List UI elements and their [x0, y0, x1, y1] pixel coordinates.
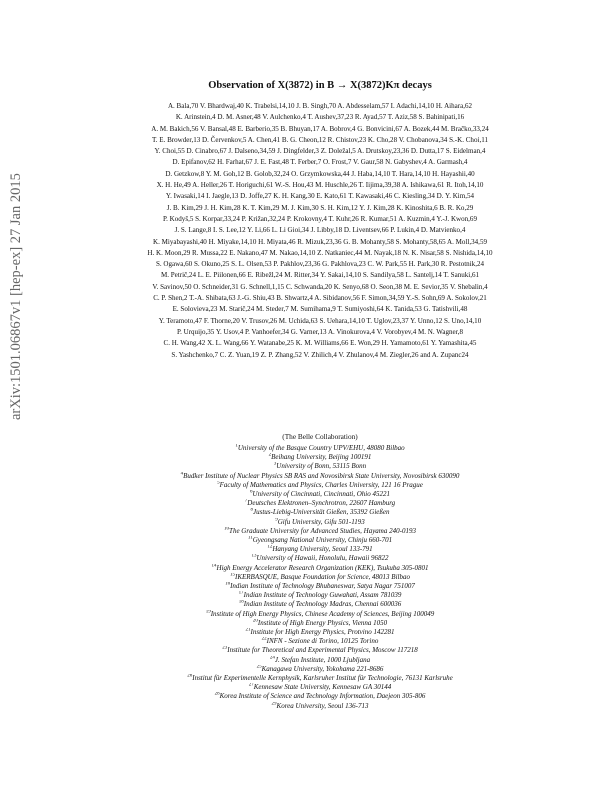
author-line: A. M. Bakich,56 V. Bansal,48 E. Barberio,35 B. Bhuyan,17 A. Bobrov,4 G. Bonvicini,67 A. Bozek,44 M. Bračko,33,24 [151, 124, 489, 133]
affiliation-number: 2 [268, 453, 272, 458]
affiliation-item [60, 656, 580, 665]
affiliation-item [60, 554, 580, 563]
affiliation-number: 19 [205, 609, 211, 615]
author-line: S. Yashchenko,7 C. Z. Yuan,19 Z. P. Zhang,52 V. Zhilich,4 V. Zhulanov,4 M. Ziegler,26 and A. Zupanc24 [171, 350, 469, 359]
paper-title: Observation of X(3872) in B → X(3872)Kπ decays [208, 80, 432, 91]
author-line: J. B. Kim,29 J. H. Kim,28 K. T. Kim,29 M. J. Kim,30 S. H. Kim,12 Y. J. Kim,28 K. Kinoshita,6 B. R. Ko,29 [166, 203, 474, 212]
affiliation-text: High Energy Accelerator Research Organization (KEK), Tsukuba 305-0801 [216, 563, 429, 572]
affiliation-number: 28 [214, 692, 220, 698]
affiliation-number: 29 [271, 701, 277, 707]
affiliation-text: Faculty of Mathematics and Physics, Charles University, 121 16 Prague [219, 480, 423, 489]
affiliation-text: Institute of High Energy Physics, Chinese Academy of Sciences, Beijing 100049 [210, 609, 435, 618]
author-line: D. Getzkow,8 Y. M. Goh,12 B. Golob,32,24 O. Grzymkowska,44 J. Haba,14,10 T. Hara,14,10 H. Hayashii,40 [165, 169, 475, 178]
affiliation-item [60, 545, 580, 554]
author-line: A. Bala,70 V. Bhardwaj,40 K. Trabelsi,14,10 J. B. Singh,70 A. Abdesselam,57 I. Adachi,14,10 H. Aihara,62 [167, 102, 473, 110]
affiliation-list [60, 444, 580, 711]
affiliation-number: 18 [238, 600, 244, 606]
affiliation-text: Institute for Theoretical and Experimental Physics, Moscow 117218 [227, 646, 418, 655]
affiliation-number: 8 [250, 508, 253, 514]
affiliation-item [60, 582, 580, 591]
affiliation-number: 20 [252, 618, 258, 624]
affiliation-number: 12 [267, 545, 273, 550]
affiliation-number: 4 [180, 471, 184, 477]
affiliation-number: 23 [222, 646, 228, 652]
affiliation-number: 3 [273, 462, 277, 468]
affiliation-text: J. Stefan Institute, 1000 Ljubljana [274, 655, 371, 664]
affiliation-text: Indian Institute of Technology Madras, Chennai 600036 [243, 600, 402, 609]
affiliation-number: 5 [217, 480, 220, 486]
affiliation-text: The Graduate University for Advanced Studies, Hayama 240-0193 [229, 526, 416, 535]
affiliation-item [60, 564, 580, 573]
affiliation-text: Kanagawa University, Yokohama 221-8686 [261, 664, 384, 673]
affiliation-item [60, 508, 580, 517]
affiliation-number: 13 [251, 554, 257, 560]
affiliation-item [60, 683, 580, 692]
affiliation-number: 1 [235, 444, 238, 449]
author-list [60, 101, 580, 361]
author-line: P. Urquijo,35 Y. Usov,4 P. Vanhoefer,34 G. Varner,13 A. Vinokurova,4 V. Vorobyev,4 M. N. Wagner,8 [176, 327, 464, 336]
affiliation-text: Institut für Experimentelle Kernphysik, Karlsruher Institut für Technologie, 76131 Karlsruhe [192, 674, 453, 683]
affiliation-text: Kennesaw State University, Kennesaw GA 30144 [253, 683, 392, 692]
collaboration-name: (The Belle Collaboration) [282, 432, 358, 441]
author-line: Y. Teramoto,47 F. Thorne,20 V. Trusov,26 M. Uchida,63 S. Uehara,14,10 T. Uglov,23,37 Y. Unno,12 S. Uno,14,10 [158, 316, 482, 325]
affiliation-text: INFN - Sezione di Torino, 10125 Torino [266, 637, 379, 646]
affiliation-number: 7 [244, 499, 248, 504]
arxiv-identifier: arXiv:1501.06867v1 [hep-ex] 27 Jan 2015 [8, 173, 24, 420]
affiliation-number: 16 [225, 582, 231, 587]
affiliation-item [60, 665, 580, 674]
affiliation-text: IKERBASQUE, Basque Foundation for Science, 48013 Bilbao [235, 572, 410, 581]
affiliation-number: 17 [238, 591, 244, 596]
affiliation-number: 25 [256, 664, 262, 670]
author-line: C. P. Shen,2 T.-A. Shibata,63 J.-G. Shiu,43 B. Shwartz,4 A. Sibidanov,56 F. Simon,34,59 Y.-S. Sohn,69 A. Sokolov,21 [153, 294, 487, 303]
affiliation-item [60, 490, 580, 499]
affiliation-number: 22 [261, 637, 267, 642]
affiliation-text: Gifu University, Gifu 501-1193 [277, 517, 365, 526]
affiliation-item [60, 610, 580, 619]
affiliation-number: 26 [187, 674, 193, 679]
affiliation-item [60, 527, 580, 536]
affiliation-text: Budker Institute of Nuclear Physics SB RAS and Novosibirsk State University, Novosibirsk 630090 [183, 471, 460, 480]
author-line: K. Arinstein,4 D. M. Asner,48 V. Aulchenko,4 T. Aushev,37,23 R. Ayad,57 T. Aziz,58 S. Bahinipati,16 [175, 113, 465, 122]
author-line: Y. Choi,55 D. Cinabro,67 J. Dalseno,34,59 J. Dingfelder,3 Z. Doležal,5 A. Drutskoy,23,36 D. Dutta,17 S. Eidelman,4 [154, 147, 486, 156]
affiliation-number: 27 [248, 683, 254, 688]
affiliation-number: 15 [230, 572, 235, 578]
paper-page [60, 0, 580, 792]
affiliation-number: 21 [245, 628, 251, 633]
author-line: J. S. Lange,8 I. S. Lee,12 Y. Li,66 L. Li Gioi,34 J. Libby,18 D. Liventsev,66 P. Lukin,4 D. Matvienko,4 [174, 226, 466, 235]
author-line: E. Solovieva,23 M. Starič,24 M. Steder,7 M. Sumihama,9 T. Sumiyoshi,64 K. Tanida,53 G. Tatishvili,48 [172, 305, 468, 314]
author-line: K. Miyabayashi,40 H. Miyake,14,10 H. Miyata,46 R. Mizuk,23,36 G. B. Mohanty,58 S. Mohanty,58,65 A. Moll,34,59 [153, 237, 487, 246]
affiliation-text: Korea University, Seoul 136-713 [276, 701, 369, 710]
author-line: Y. Iwasaki,14 I. Jaegle,13 D. Joffe,27 K. H. Kang,30 E. Kato,61 T. Kawasaki,46 C. Kiesling,34 D. Y. Kim,54 [165, 192, 475, 201]
affiliation-text: Institute for High Energy Physics, Protvino 142281 [250, 628, 395, 637]
affiliation-text: University of the Basque Country UPV/EHU, 48080 Bilbao [237, 444, 405, 452]
affiliation-text: Deutsches Elektronen–Synchrotron, 22607 Hamburg [247, 499, 396, 508]
affiliation-number: 9 [275, 517, 278, 523]
author-line: X. H. He,49 A. Heller,26 T. Horiguchi,61 W.-S. Hou,43 M. Huschle,26 T. Iijima,39,38 A. Ishikawa,61 R. Itoh,14,10 [156, 181, 484, 190]
affiliation-item [60, 600, 580, 609]
affiliation-text: Beihang University, Beijing 100191 [271, 453, 372, 462]
affiliation-number: 10 [224, 526, 230, 532]
author-line: D. Epifanov,62 H. Farhat,67 J. E. Fast,48 T. Ferber,7 O. Frost,7 V. Gaur,58 N. Gabyshev,4 A. Garmash,4 [172, 158, 468, 167]
affiliation-item [60, 499, 580, 508]
author-line: P. Kodyš,5 S. Korpar,33,24 P. Križan,32,24 P. Krokovny,4 T. Kuhr,26 R. Kumar,51 A. Kuzmin,4 Y.-J. Kwon,69 [163, 214, 477, 223]
author-line: T. E. Browder,13 D. Červenkov,5 A. Chen,41 B. G. Cheon,12 R. Chistov,23 K. Cho,28 V. Chobanova,34 S.-K. Choi,11 [151, 135, 488, 144]
affiliation-text: Justus-Liebig-Universität Gießen, 35392 Gießen [253, 508, 390, 517]
affiliation-text: Indian Institute of Technology Bhubaneswar, Satya Nagar 751007 [230, 582, 415, 591]
affiliation-item [60, 536, 580, 545]
affiliation-item [60, 692, 580, 701]
author-line: V. Savinov,50 O. Schneider,31 G. Schnell,1,15 C. Schwanda,20 K. Senyo,68 O. Seon,38 M. E. Sevior,35 V. Shebalin,4 [152, 282, 488, 291]
author-line: S. Ogawa,60 S. Okuno,25 S. L. Olsen,53 P. Pakhlov,23,36 G. Pakhlova,23 C. W. Park,55 H. Park,30 R. Pestotnik,24 [155, 260, 484, 269]
affiliation-item [60, 628, 580, 637]
author-line: C. H. Wang,42 X. L. Wang,66 Y. Watanabe,25 K. M. Williams,66 E. Won,29 H. Yamamoto,61 Y. Yamashita,45 [163, 339, 477, 348]
author-line: M. Petrič,24 L. E. Piilonen,66 E. Ribežl,24 M. Ritter,34 Y. Sakai,14,10 S. Sandilya,58 L. Santelj,14 T. Sanuki,61 [160, 271, 480, 280]
affiliation-item [60, 637, 580, 646]
affiliation-text: Korea Institute of Science and Technology Information, Daejeon 305-806 [219, 692, 426, 701]
affiliation-text: University of Bonn, 53115 Bonn [276, 462, 367, 471]
affiliation-number: 24 [269, 655, 275, 661]
affiliation-item [60, 573, 580, 582]
affiliation-item [60, 462, 580, 471]
affiliation-item [60, 646, 580, 655]
affiliation-item [60, 472, 580, 481]
affiliation-item [60, 518, 580, 527]
affiliation-item [60, 444, 580, 453]
affiliation-text: University of Cincinnati, Cincinnati, Ohio 45221 [252, 490, 390, 499]
affiliation-item [60, 453, 580, 462]
affiliation-item [60, 481, 580, 490]
affiliation-number: 6 [250, 490, 253, 495]
author-line: H. K. Moon,29 R. Mussa,22 E. Nakano,47 M. Nakao,14,10 Z. Natkaniec,44 M. Nayak,18 N. K. Nisar,58 S. Nishida,14,10 [147, 248, 493, 257]
affiliation-text: Gyeongsang National University, Chinju 660-701 [252, 536, 393, 545]
affiliation-item [60, 619, 580, 628]
affiliation-text: University of Hawaii, Honolulu, Hawaii 96822 [256, 554, 389, 563]
affiliation-text: Indian Institute of Technology Guwahati, Assam 781039 [243, 591, 402, 600]
affiliation-text: Institute of High Energy Physics, Vienna 1050 [257, 618, 388, 627]
affiliation-item [60, 702, 580, 711]
affiliation-item [60, 674, 580, 683]
affiliation-number: 14 [211, 563, 217, 569]
affiliation-item [60, 591, 580, 600]
affiliation-number: 11 [247, 536, 253, 541]
affiliation-text: Hanyang University, Seoul 133-791 [272, 545, 373, 554]
